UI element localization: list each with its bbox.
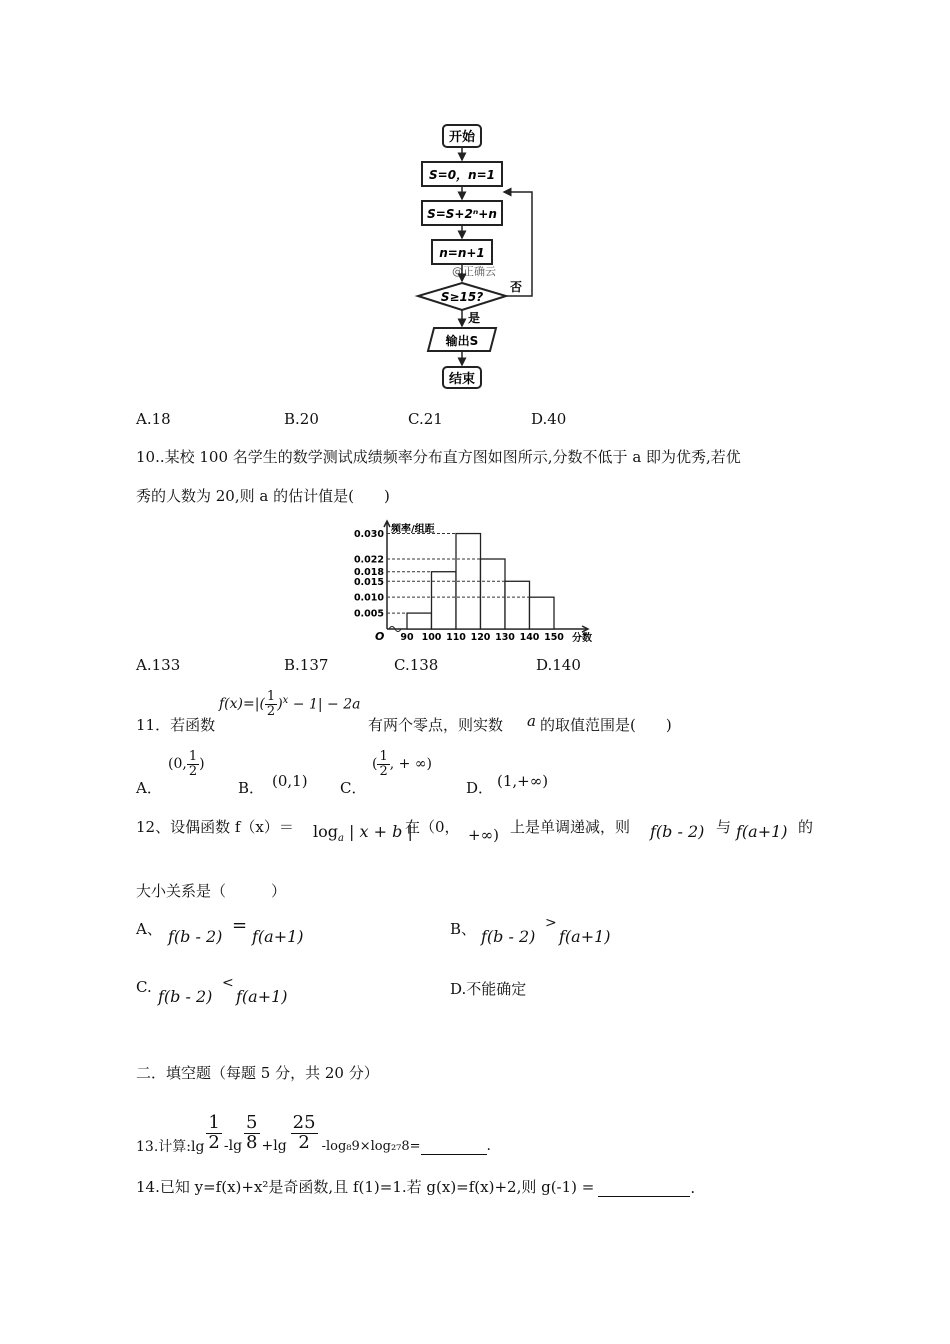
y-tick-label: 0.022 bbox=[353, 554, 384, 566]
q13-plus-lg: +lg bbox=[261, 1138, 287, 1154]
q12-after: 上是单调递减，则 bbox=[510, 818, 631, 836]
x-axis-label: 分数 bbox=[572, 633, 592, 644]
q9-option-d: D.40 bbox=[531, 410, 567, 428]
y-tick-label: 0.015 bbox=[353, 576, 384, 588]
q13-line bbox=[136, 1110, 491, 1156]
q12-option-d: D.不能确定 bbox=[450, 980, 527, 998]
q11-function: f(x)=|( $\frac{1}{2}$ )$^x$ − 1| − 2a bbox=[219, 689, 361, 719]
q12-option-c-label: C. bbox=[136, 978, 152, 996]
q14-line bbox=[136, 1176, 695, 1197]
flowchart-watermark: @正确云 bbox=[452, 265, 496, 278]
q12-option-a-rel: = bbox=[232, 915, 248, 936]
flowchart bbox=[410, 118, 550, 393]
no-label: 否 bbox=[510, 280, 523, 294]
histogram-bar bbox=[432, 572, 457, 629]
q11-suffix-a: 有两个零点，则实数 bbox=[368, 716, 504, 734]
x-tick-label: 100 bbox=[421, 632, 442, 643]
q12-option-b-label: B、 bbox=[450, 920, 477, 938]
q13-answer-blank[interactable] bbox=[421, 1138, 487, 1155]
y-tick-label: 0.030 bbox=[353, 529, 384, 541]
q13-frac2-den: 8 bbox=[246, 1131, 258, 1153]
y-tick-label: 0.018 bbox=[353, 567, 384, 579]
yes-label: 是 bbox=[468, 311, 481, 325]
q10-option-b: B.137 bbox=[284, 656, 329, 674]
q12-option-a-fa: f(a+1) bbox=[252, 927, 304, 946]
origin-label: O bbox=[375, 630, 385, 643]
q12-fa: f(a+1) bbox=[736, 822, 788, 841]
q12-option-a-fb: f(b - 2) bbox=[168, 927, 223, 946]
histogram-bar bbox=[481, 559, 506, 629]
q12-fb: f(b - 2) bbox=[650, 822, 705, 841]
start-text: 开始 bbox=[448, 130, 476, 145]
q12-option-b-fb: f(b - 2) bbox=[481, 927, 536, 946]
q13-minus-lg: -lg bbox=[223, 1138, 243, 1154]
x-tick-label: 130 bbox=[495, 632, 515, 643]
q13-tail: -log₈9×log₂₇8= bbox=[321, 1138, 421, 1154]
q11-option-c-value: ( $\frac{1}{2}$ , + ∞) bbox=[372, 749, 432, 779]
q9-option-b: B.20 bbox=[284, 410, 319, 428]
q12-end: 的 bbox=[798, 818, 814, 836]
q11-option-d-value: (1,+∞) bbox=[497, 772, 549, 790]
condition-text: S≥15? bbox=[440, 290, 484, 304]
q9-option-c: C.21 bbox=[408, 410, 443, 428]
q9-option-a: A.18 bbox=[136, 410, 171, 428]
q10-line1: 10..某校 100 名学生的数学测试成绩频率分布直方图如图所示,分数不低于 a 即为优秀,若优 bbox=[136, 448, 741, 466]
q10-line2: 秀的人数为 20,则 a 的估计值是( ) bbox=[136, 487, 390, 505]
q12-option-a-label: A、 bbox=[136, 920, 162, 938]
q12-line2: 大小关系是（ ） bbox=[136, 882, 287, 900]
frequency-histogram bbox=[345, 518, 605, 648]
q13-frac3-num: 25 bbox=[292, 1111, 316, 1133]
q12-mid: 在（0， bbox=[405, 818, 460, 836]
q10-option-a: A.133 bbox=[136, 656, 181, 674]
q11-option-c-label: C． bbox=[340, 779, 367, 797]
x-tick-label: 150 bbox=[544, 632, 564, 643]
q11-option-d-label: D． bbox=[466, 779, 494, 797]
y-tick-label: 0.005 bbox=[353, 608, 384, 620]
q11-var-a: a bbox=[527, 712, 536, 730]
q12-conj: 与 bbox=[716, 818, 732, 836]
y-axis-label: 频率/组距 bbox=[391, 524, 435, 535]
q12-option-b-rel: > bbox=[545, 915, 557, 931]
q12-option-b-fa: f(a+1) bbox=[559, 927, 611, 946]
q12-log-expression: $\log_a$ | x + b | bbox=[313, 822, 413, 845]
output-text: 输出S bbox=[445, 334, 479, 348]
q14-text: 14.已知 y=f(x)+x²是奇函数,且 f(1)=1.若 g(x)=f(x)+2,则 g(-1) = bbox=[136, 1178, 595, 1196]
q10-option-d: D.140 bbox=[536, 656, 581, 674]
x-tick-label: 90 bbox=[400, 632, 414, 643]
q13-prefix: 13.计算:lg bbox=[136, 1139, 205, 1155]
q11-suffix-b: 的取值范围是( ) bbox=[540, 716, 672, 734]
init-text: S=0，n=1 bbox=[429, 168, 495, 182]
q12-option-c-fb: f(b - 2) bbox=[158, 987, 213, 1006]
histogram-bar bbox=[530, 597, 555, 629]
q11-option-b-label: B． bbox=[238, 779, 265, 797]
x-tick-label: 140 bbox=[519, 632, 540, 643]
q10-option-c: C.138 bbox=[394, 656, 439, 674]
q11-option-a-label: A． bbox=[136, 779, 162, 797]
q11-prefix: 11．若函数 bbox=[136, 716, 216, 734]
x-tick-label: 120 bbox=[470, 632, 491, 643]
histogram-bar bbox=[505, 581, 530, 629]
section2-title: 二．填空题（每题 5 分，共 20 分） bbox=[136, 1064, 379, 1082]
end-text: 结束 bbox=[448, 372, 476, 387]
increment-text: n=n+1 bbox=[439, 246, 485, 260]
q14-answer-blank[interactable] bbox=[598, 1180, 690, 1197]
q12-option-c-rel: < bbox=[222, 975, 234, 991]
q12-option-c-fa: f(a+1) bbox=[236, 987, 288, 1006]
q13-frac1-den: 2 bbox=[208, 1131, 220, 1153]
q14-end: . bbox=[690, 1179, 696, 1197]
y-tick-label: 0.010 bbox=[353, 592, 384, 604]
q13-frac1-num: 1 bbox=[208, 1111, 220, 1133]
q12-infinity: +∞) bbox=[468, 826, 499, 844]
histogram-bar bbox=[407, 613, 432, 629]
q11-option-a-value: (0, $\frac{1}{2}$ ) bbox=[168, 749, 205, 779]
update-text: S=S+2ⁿ+n bbox=[427, 207, 497, 221]
q13-frac3-den: 2 bbox=[298, 1131, 310, 1153]
q13-end: . bbox=[486, 1138, 491, 1154]
x-tick-label: 110 bbox=[446, 632, 466, 643]
q13-frac2-num: 5 bbox=[246, 1111, 258, 1133]
q11-option-b-value: (0,1) bbox=[272, 772, 308, 790]
q12-prefix: 12、设偶函数 f（x）＝ bbox=[136, 818, 294, 836]
